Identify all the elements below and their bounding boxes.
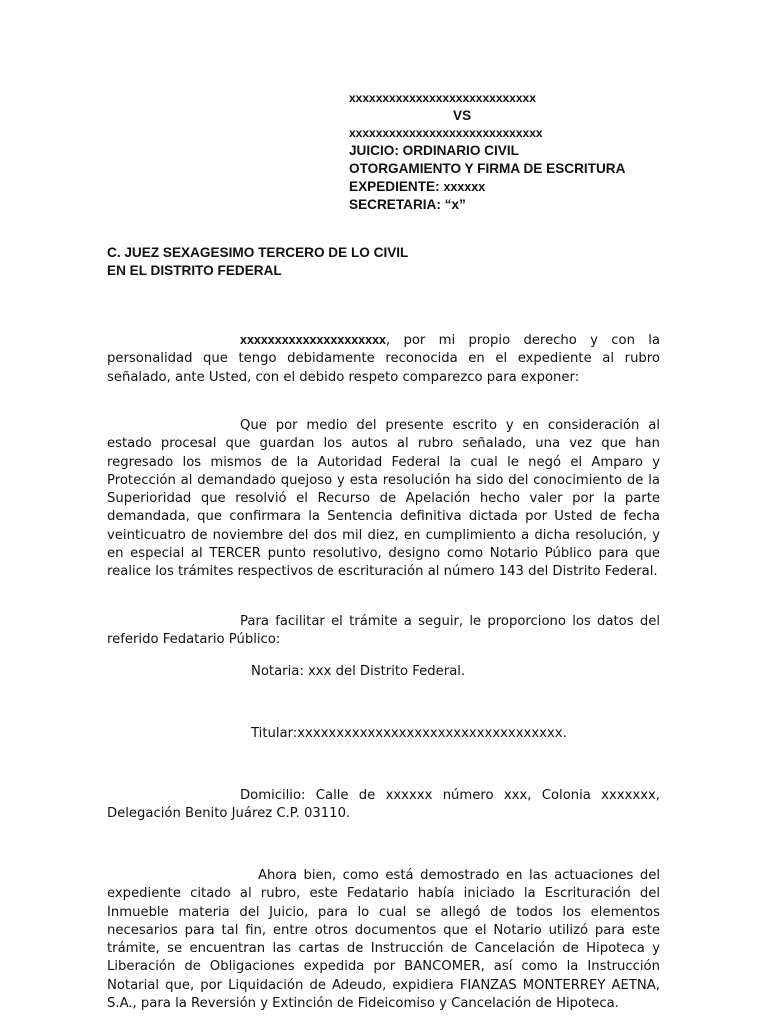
case-header <box>349 89 625 214</box>
expediente-label: EXPEDIENTE: <box>349 179 440 194</box>
otorgamiento-line: OTORGAMIENTO Y FIRMA DE ESCRITURA <box>349 161 626 176</box>
plaintiff-name: xxxxxxxxxxxxxxxxxxxxxxxxxxxx <box>349 91 536 105</box>
domicilio-paragraph: Domicilio: Calle de xxxxxx número xxx, Colonia xxxxxxx, Delegación Benito Juárez C.P. 03110. <box>107 788 660 822</box>
addressee-line-2: EN EL DISTRITO FEDERAL <box>107 263 282 278</box>
intro-text: , por mi propio derecho y con la personalidad que tengo debidamente reconocida en el expediente al rubro señalado, ante Usted, con el debido respeto comparezco para exponer: <box>107 333 660 385</box>
titular-line: Titular:xxxxxxxxxxxxxxxxxxxxxxxxxxxxxxxxxx. <box>251 726 567 741</box>
intro-paragraph <box>107 331 660 387</box>
expediente-value: xxxxxx <box>443 180 486 194</box>
addressee-block <box>107 244 408 280</box>
body-paragraph-1: Que por medio del presente escrito y en consideración al estado procesal que guardan los autos al rubro señalado, una vez que han regresado los mismos de la Autoridad Federal la cual le negó el Amparo y Protección al demandado quejoso y esta resolución ha sido del conocimiento de la Superioridad que resolvió el Recurso de Apelación hecho valer por la parte demandada, que confirmara la Sentencia definitiva dictada por Usted de fecha veinticuatro de noviembre del dos mil diez, en cumplimiento a dicha resolución, y en especial al TERCER punto resolutivo, designo como Notario Público para que realice los trámites respectivos de escrituración al número 143 del Distrito Federal. <box>107 418 660 580</box>
body-paragraph-3: Ahora bien, como está demostrado en las actuaciones del expediente citado al rubro, este Fedatario había iniciado la Escrituración del Inmueble materia del Juicio, para lo cual se allegó de todos los elementos necesarios para tal fin, entre otros documentos que el Notario utilizó para este trámite, se encuentran las cartas de Instrucción de Cancelación de Hipoteca y Liberación de Obligaciones expedida por BANCOMER, así como la Instrucción Notarial que, por Liquidación de Adeudo, expidiera FIANZAS MONTERREY AETNA, S.A., para la Reversión y Extinción de Fideicomiso y Cancelación de Hipoteca. <box>107 868 660 1012</box>
juicio-line: JUICIO: ORDINARIO CIVIL <box>349 143 519 158</box>
addressee-line-1: C. JUEZ SEXAGESIMO TERCERO DE LO CIVIL <box>107 245 409 260</box>
expediente-line <box>349 178 625 196</box>
versus-label: VS <box>453 108 472 123</box>
notaria-line: Notaria: xxx del Distrito Federal. <box>251 664 466 679</box>
petitioner-name: xxxxxxxxxxxxxxxxxxxxx <box>240 333 386 347</box>
body-paragraph-2: Para facilitar el trámite a seguir, le proporciono los datos del referido Fedatario Público: <box>107 614 660 648</box>
secretaria-line: SECRETARIA: “x” <box>349 197 466 212</box>
defendant-name: xxxxxxxxxxxxxxxxxxxxxxxxxxxxx <box>349 126 543 140</box>
